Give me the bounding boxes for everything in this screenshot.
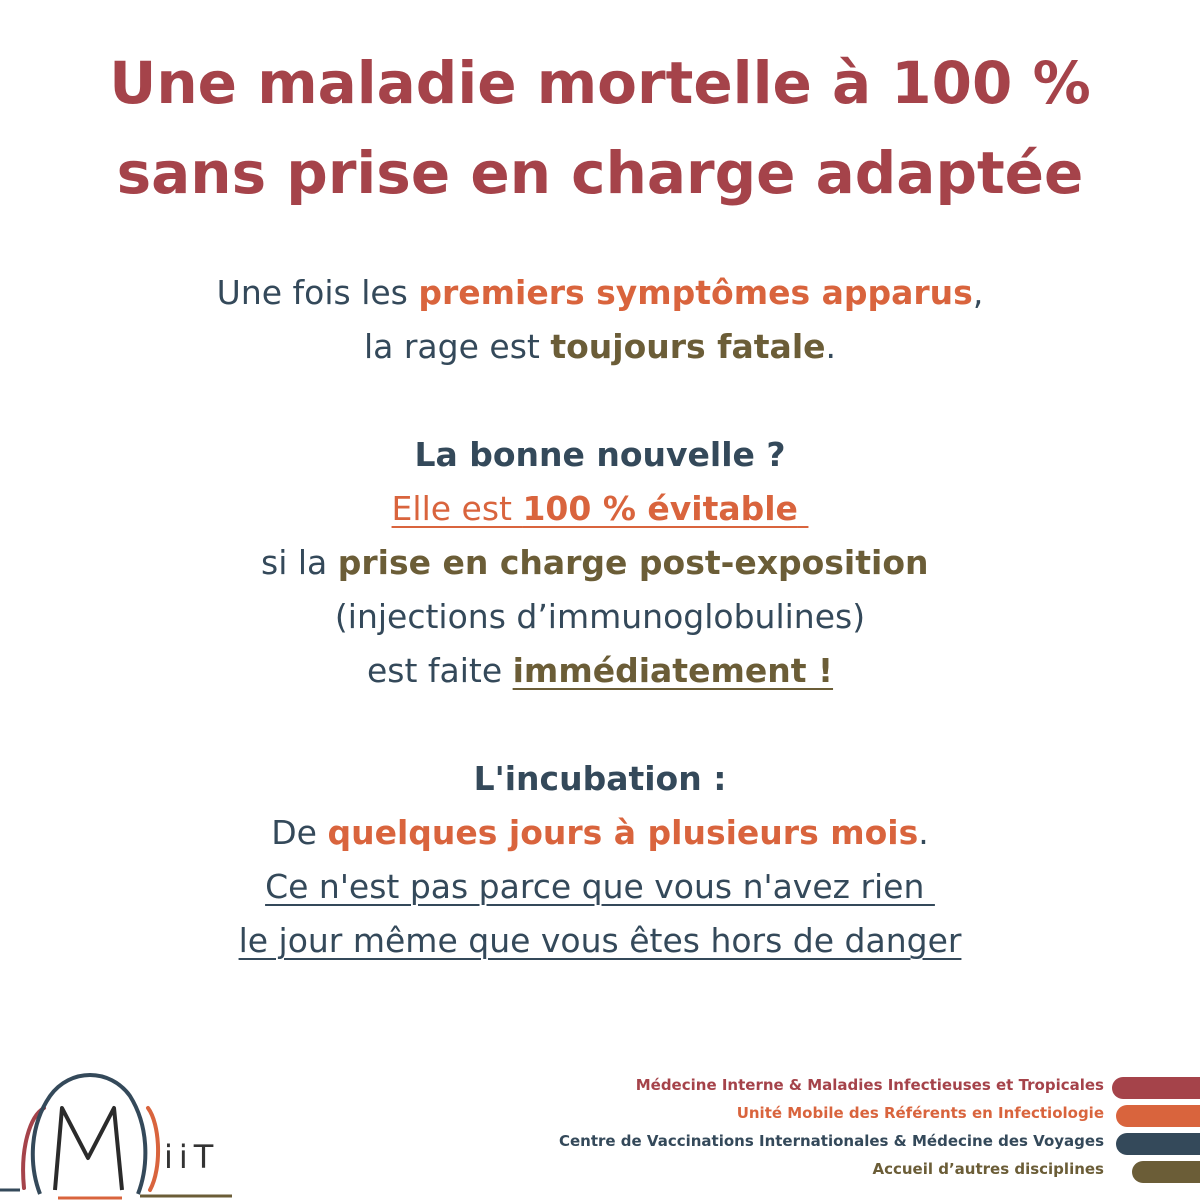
legend-label: Accueil d’autres disciplines [872, 1160, 1104, 1178]
highlight-symptoms: premiers symptômes apparus [418, 273, 973, 312]
highlight-post-exposure: prise en charge post-exposition [337, 543, 929, 582]
legend-item-internal-medicine [580, 1074, 1200, 1102]
department-legend [558, 1074, 1200, 1186]
legend-item-vaccination-centre [558, 1130, 1200, 1158]
incubation-duration-line [0, 806, 1200, 860]
logo-text: iiT [164, 1138, 220, 1176]
incubation-heading: L'incubation : [473, 759, 727, 798]
page-title [0, 38, 1200, 218]
immediately-line [0, 644, 1200, 698]
text-fragment: Elle est [391, 489, 523, 528]
text-fragment: De [271, 813, 328, 852]
symptoms-line [0, 266, 1200, 320]
miit-logo [0, 1068, 240, 1200]
text-fragment [928, 543, 939, 582]
title-line-1: Une maladie mortelle à 100 % [109, 49, 1091, 117]
good-news-heading: La bonne nouvelle ? [414, 435, 786, 474]
legend-item-mobile-unit [580, 1102, 1200, 1130]
text-fragment: . [918, 813, 929, 852]
legend-label: Centre de Vaccinations Internationales & Médecine des Voyages [558, 1132, 1104, 1150]
legend-color-bar [1116, 1105, 1200, 1127]
injections-line: (injections d’immunoglobulines) [334, 597, 866, 636]
avoidable-line [0, 482, 1200, 536]
post-exposure-line [0, 536, 1200, 590]
text-fragment: est faite [366, 651, 513, 690]
spacer [0, 374, 1200, 428]
spacer [0, 698, 1200, 752]
main-text [0, 266, 1200, 968]
text-fragment: si la [261, 543, 338, 582]
fatal-line [0, 320, 1200, 374]
legend-label: Unité Mobile des Référents en Infectiologie [736, 1104, 1104, 1122]
text-fragment: Une fois les [216, 273, 419, 312]
legend-color-bar [1112, 1077, 1200, 1099]
highlight-avoidable: 100 % évitable [522, 489, 798, 528]
title-line-2: sans prise en charge adaptée [116, 139, 1084, 207]
text-fragment [798, 489, 809, 528]
highlight-duration: quelques jours à plusieurs mois [327, 813, 919, 852]
warning-line-2: le jour même que vous êtes hors de danger [238, 921, 962, 960]
legend-color-bar [1116, 1133, 1200, 1155]
legend-label: Médecine Interne & Maladies Infectieuses et Tropicales [635, 1076, 1104, 1094]
text-fragment: . [825, 327, 837, 366]
legend-color-bar [1132, 1161, 1200, 1183]
text-fragment: la rage est [363, 327, 551, 366]
highlight-immediately: immédiatement ! [512, 651, 834, 690]
highlight-fatal: toujours fatale [550, 327, 826, 366]
warning-line-1: Ce n'est pas parce que vous n'avez rien [265, 867, 935, 906]
text-fragment: , [972, 273, 984, 312]
legend-item-other-disciplines [580, 1158, 1200, 1186]
